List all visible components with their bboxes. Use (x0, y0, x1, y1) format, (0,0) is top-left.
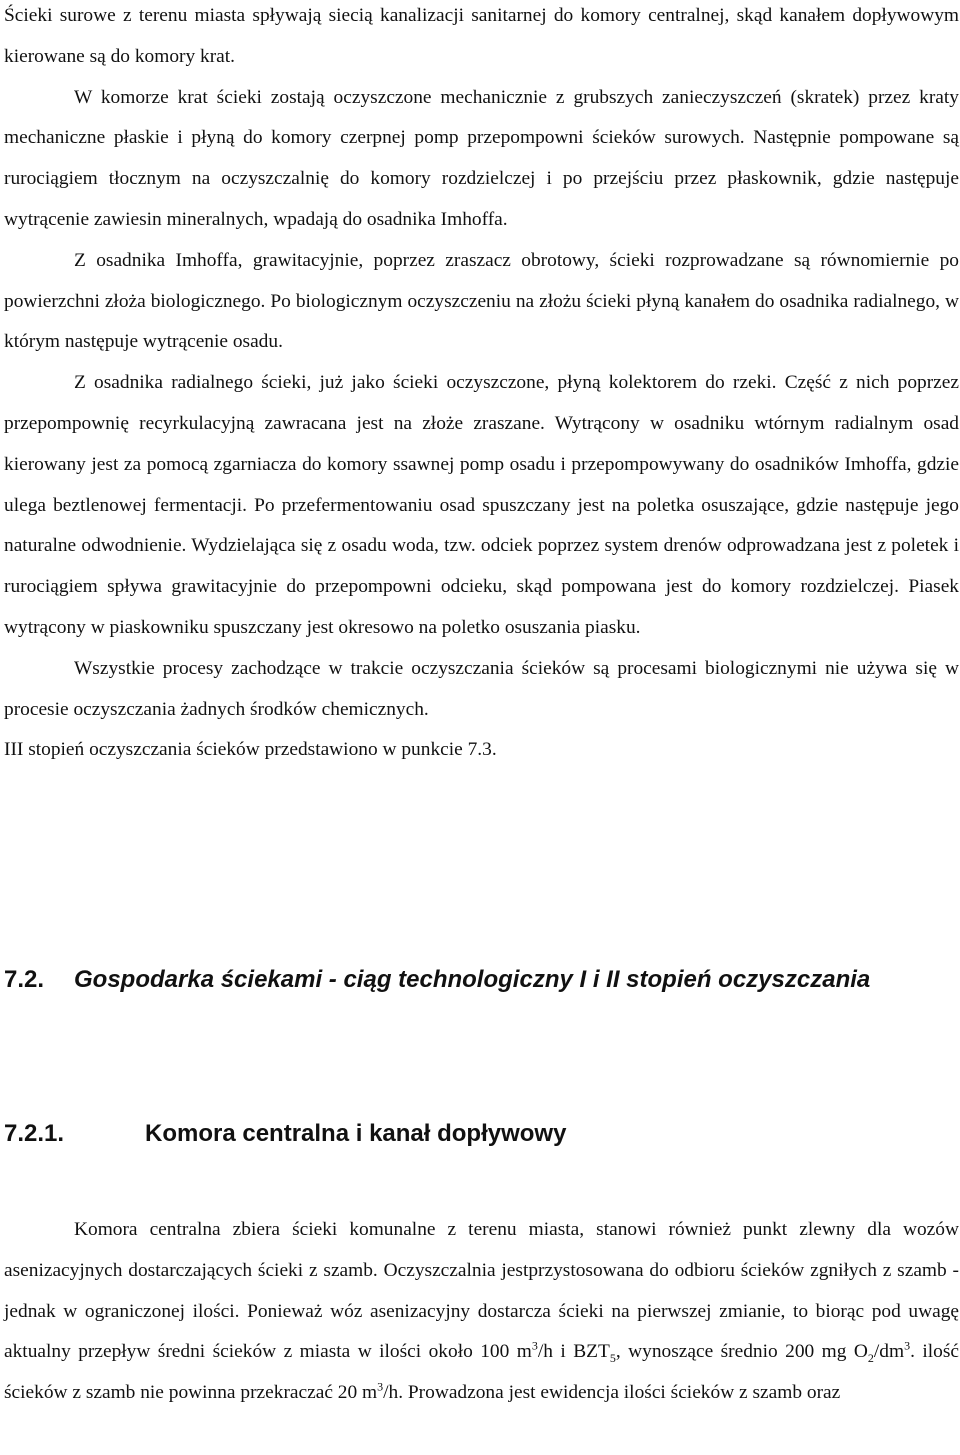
text-run: , wynoszące średnio 200 mg O (615, 1341, 868, 1363)
text-run: /h i BZT (537, 1341, 610, 1363)
text-run: . ilość ścieków z szamb nie powinna przekraczać 20 m (4, 1341, 959, 1404)
text-run: Komora centralna zbiera ścieki komunalne z terenu miasta, stanowi również punkt zlewny dla wozów asenizacyjnych dostarczających ścieki z szamb. Oczyszczalnia jestprzystosowana do odbioru ścieków zgniłych z szamb - jednak w ograniczonej ilości. Ponieważ wóz asenizacyjny dostarcza ścieki na pierwszej zmianie, to biorąc pod uwagę aktualny przepływ średni ścieków z miasta w ilości około 100 m (4, 1219, 959, 1363)
subsection-title: Komora centralna i kanał dopływowy (145, 1120, 567, 1147)
superscript: 3 (904, 1338, 911, 1353)
paragraph (4, 1210, 959, 1414)
paragraph: Wszystkie procesy zachodzące w trakcie oczyszczania ścieków są procesami biologicznymi nie używa się w procesie oczyszczania żadnych środków chemicznych. (4, 657, 959, 720)
section-number: 7.2. (4, 966, 45, 993)
text-run: /h. Prowadzona jest ewidencja ilości ścieków z szamb oraz (383, 1382, 841, 1404)
paragraph: III stopień oczyszczania ścieków przedstawiono w punkcie 7.3. (4, 739, 497, 761)
superscript: 3 (531, 1338, 538, 1353)
subscript: 5 (609, 1351, 616, 1366)
text-run: /dm (873, 1341, 905, 1363)
subsection-heading (4, 1118, 566, 1150)
text-block-top (4, 0, 959, 771)
paragraph: Z osadnika radialnego ścieki, już jako ścieki oczyszczone, płyną kolektorem do rzeki. Część z nich poprzez przepompownię recyrkulacyjną zawracana jest na złoże zraszane. Wytrącony w osadniku wtórnym radialnym osad kierowany jest za pomocą zgarniacza do komory ssawnej pomp osadu i przepompowywany do osadników Imhoffa, gdzie ulega beztlenowej fermentacji. Po przefermentowaniu osad spuszczany jest na poletka osuszające, gdzie następuje jego naturalne odwodnienie. Wydzielająca się z osadu woda, tzw. odciek poprzez system drenów odprowadzana jest z poletek i rurociągiem spływa grawitacyjnie do przepompowni odcieku, skąd pompowana jest do komory rozdzielczej. Piasek wytrącony w piaskowniku spuszczany jest okresowo na poletko osuszania piasku. (4, 372, 959, 638)
section-heading (4, 964, 904, 996)
paragraph: Z osadnika Imhoffa, grawitacyjnie, poprzez zraszacz obrotowy, ścieki rozprowadzane są równomiernie po powierzchni złoża biologicznego. Po biologicznym oczyszczeniu na złożu ścieki płyną kanałem do osadnika radialnego, w którym następuje wytrącenie osadu. (4, 249, 959, 353)
text-block-bottom (4, 1210, 959, 1414)
subscript: 2 (867, 1351, 874, 1366)
superscript: 3 (377, 1379, 384, 1394)
paragraph: W komorze krat ścieki zostają oczyszczone mechanicznie z grubszych zanieczyszczeń (skratek) przez kraty mechaniczne płaskie i płyną do komory czerpnej pomp przepompowni ścieków surowych. Następnie pompowane są rurociągiem tłocznym na oczyszczalnię do komory rozdzielczej i po przejściu przez płaskownik, gdzie następuje wytrącenie zawiesin mineralnych, wpadają do osadnika Imhoffa. (4, 86, 959, 230)
subsection-number: 7.2.1. (4, 1120, 65, 1147)
section-title: Gospodarka ściekami - ciąg technologiczny I i II stopień oczyszczania (74, 966, 871, 993)
paragraph: Ścieki surowe z terenu miasta spływają siecią kanalizacji sanitarnej do komory centralnej, skąd kanałem dopływowym kierowane są do komory krat. (4, 5, 959, 67)
